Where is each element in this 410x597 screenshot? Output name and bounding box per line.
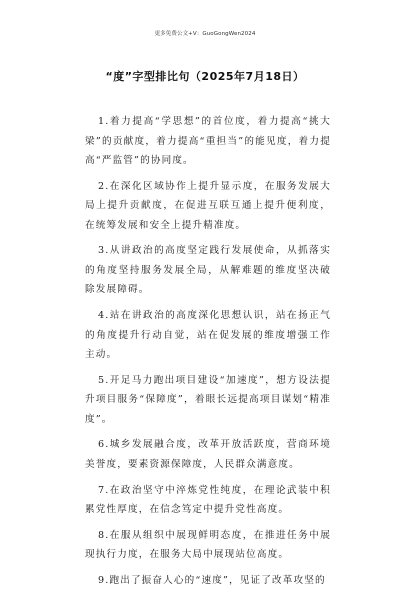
paragraph-3: 3.从讲政治的高度坚定践行发展使命，从抓落实的角度坚持服务发展全局，从解难题的维度坚决破除发展障碍。 [85, 245, 331, 296]
paragraph-9: 9.跑出了振奋人心的“速度”，见证了改革攻坚的 [98, 575, 326, 586]
paragraph-2: 2.在深化区域协作上提升显示度，在服务发展大局上提升贡献度，在促进互联互通上提升便利度，在统筹发展和安全上提升精准度。 [85, 180, 331, 231]
paragraph-8: 8.在服从组织中展现鲜明态度，在推进任务中展现执行力度，在服务大局中展现站位高度。 [85, 529, 331, 561]
paragraph-4: 4.站在讲政治的高度深化思想认识，站在扬正气的角度提升行动自觉，站在促发展的维度增强工作主动。 [85, 310, 331, 361]
paragraph-7: 7.在政治坚守中淬炼党性纯度，在理论武装中积累党性厚度，在信念笃定中提升党性高度。 [85, 484, 331, 516]
paragraph-1: 1.着力提高“学思想”的首位度，着力提高“挑大梁”的贡献度，着力提高“重担当”的能见度，着力提高“严监管”的协同度。 [85, 116, 331, 166]
paragraph-6: 6.城乡发展融合度，改革开放活跃度，营商环境美誉度，要素资源保障度，人民群众满意度。 [85, 439, 331, 470]
document-body [85, 112, 331, 597]
header-note: 更多免费公文+V：GuoGongWen2024 [154, 31, 256, 37]
paragraph-5: 5.开足马力跑出项目建设“加速度”，想方设法提升项目服务“保障度”，着眼长远提高项目谋划“精准度”。 [85, 374, 331, 425]
document-title: “度”字型排比句（2025年7月18日） [105, 70, 305, 83]
